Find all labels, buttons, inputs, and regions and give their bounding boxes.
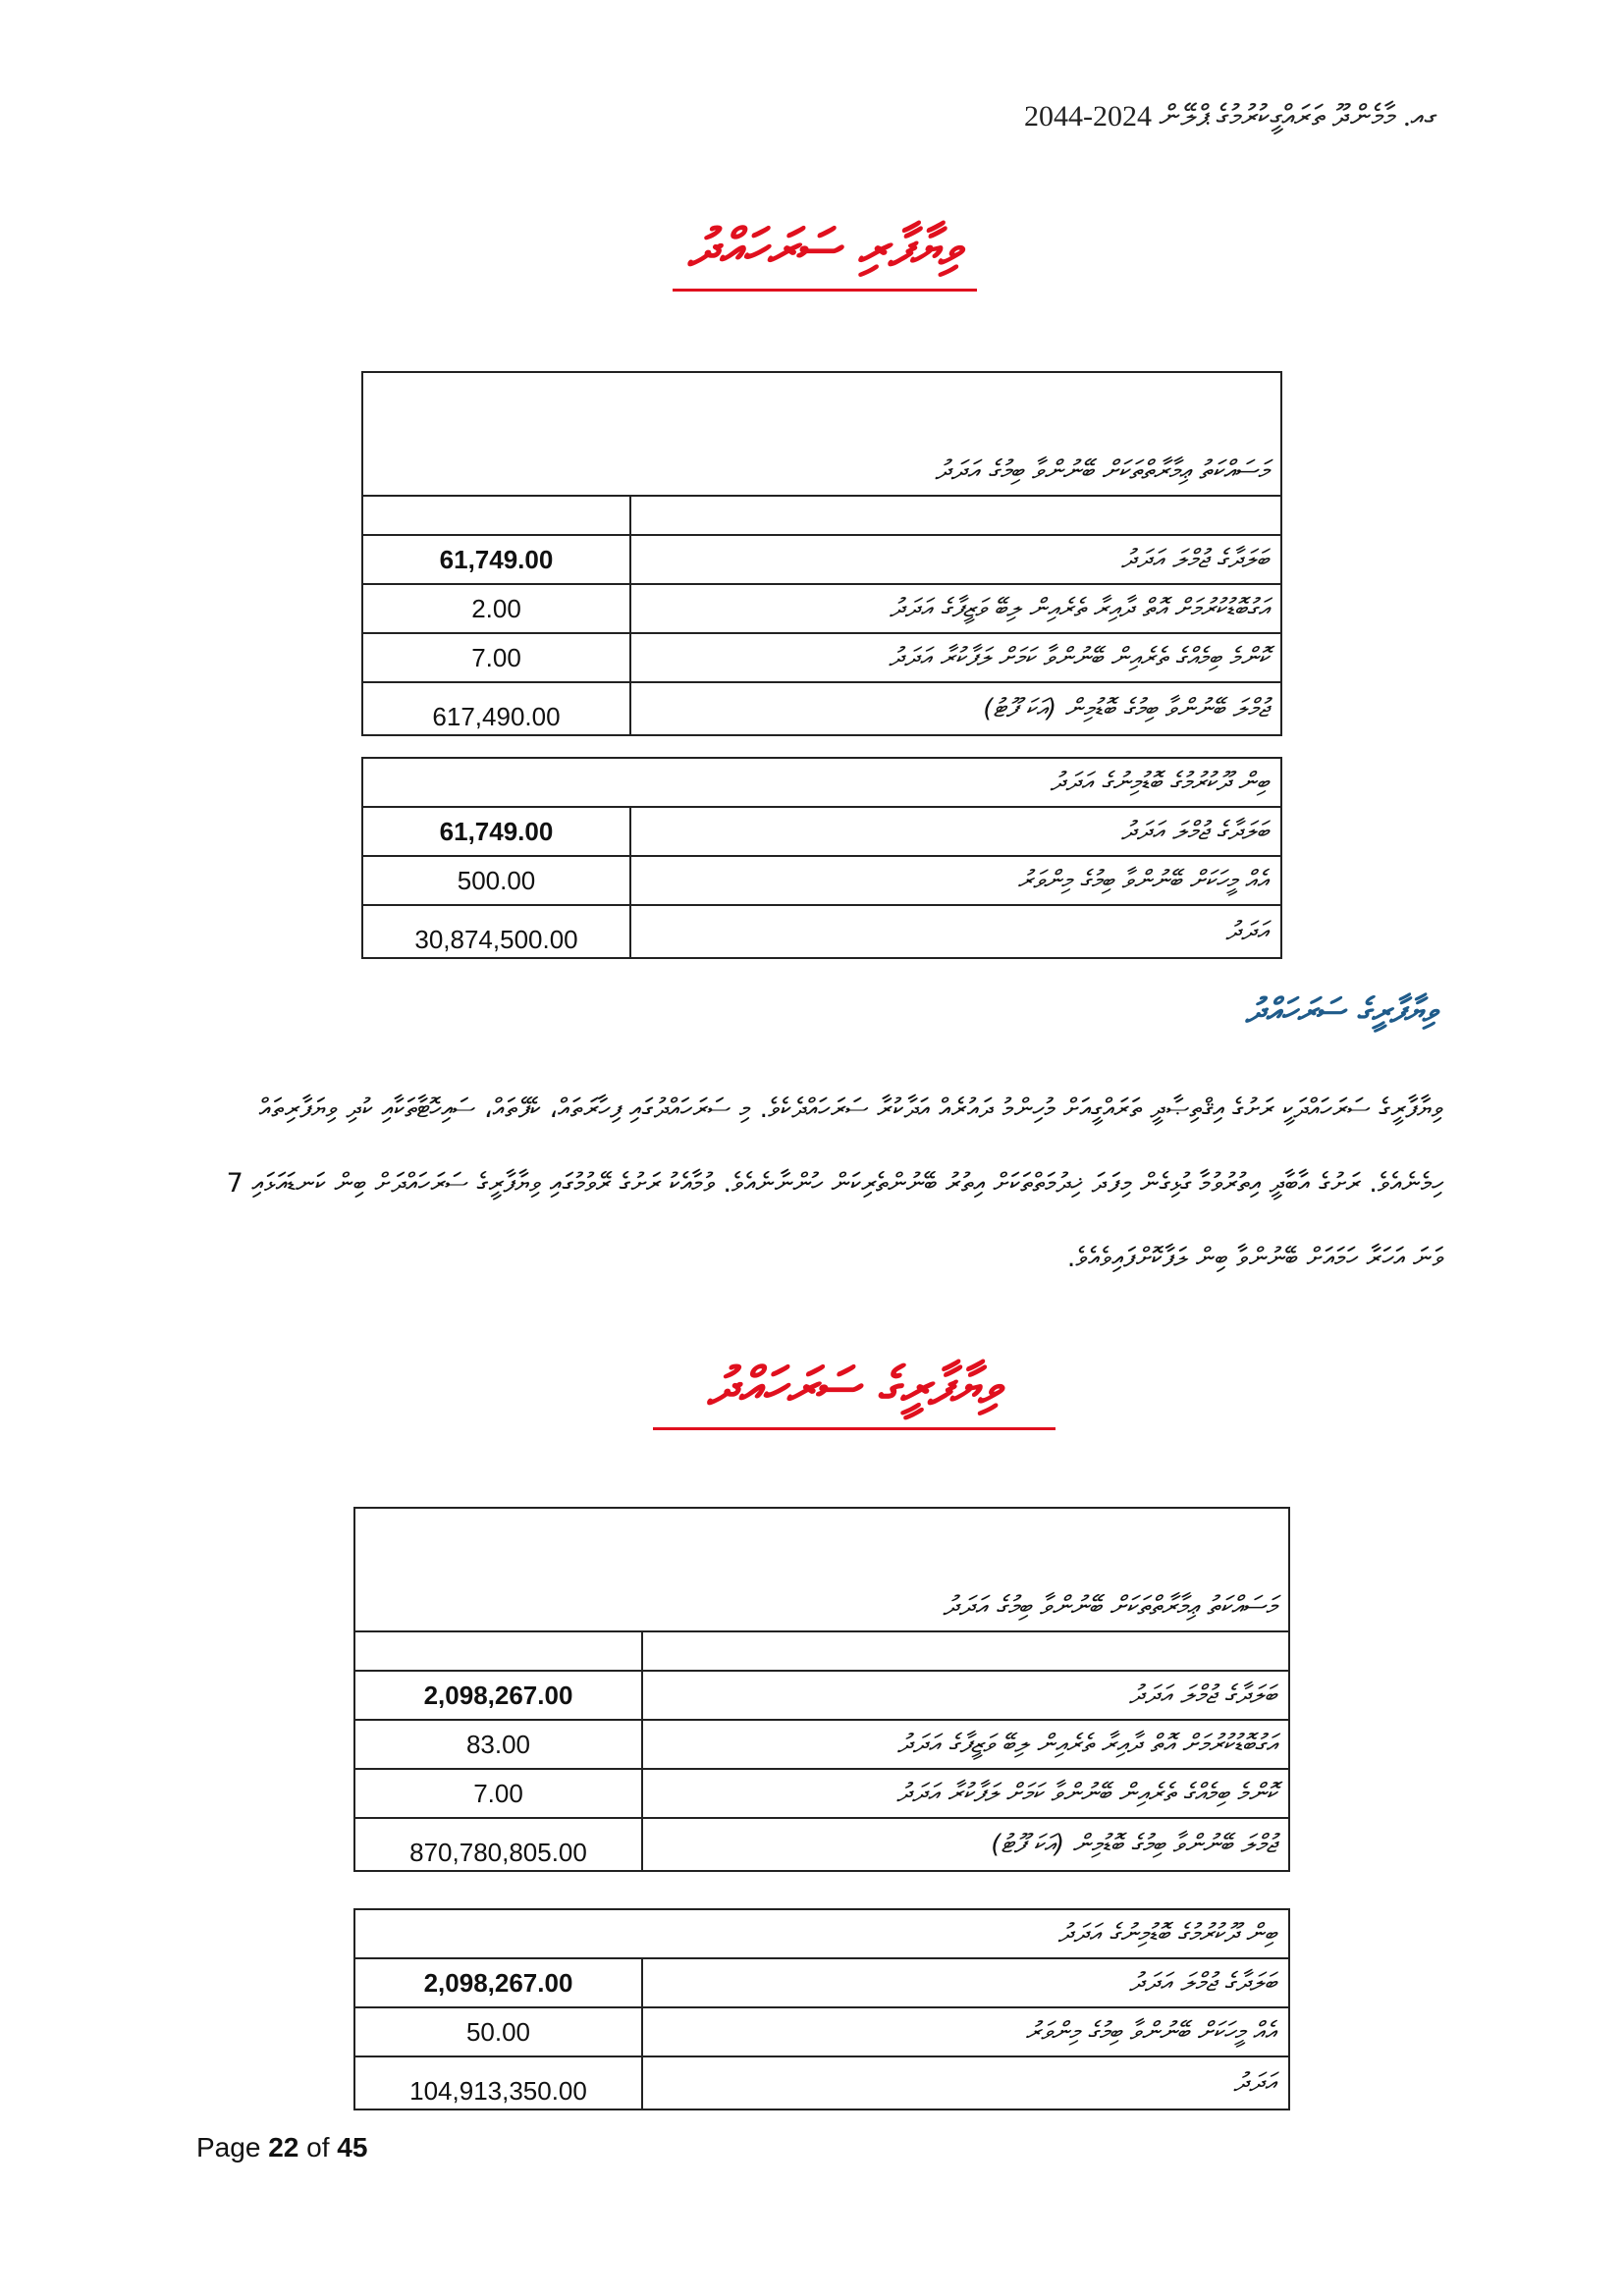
title-underline <box>653 1427 1056 1430</box>
row-label: އަދަދު <box>630 905 1281 958</box>
table-row <box>362 807 1281 856</box>
row-label: ބަލަދާގެ ޖުމްލަ އަދަދު <box>630 535 1281 584</box>
row-label: ބަލަދާގެ ޖުމްލަ އަދަދު <box>642 1958 1289 2007</box>
land-demand-table-2 <box>353 1507 1290 1872</box>
row-value: 870,780,805.00 <box>354 1818 642 1871</box>
row-value: 2,098,267.00 <box>354 1671 642 1720</box>
row-label: އަގުބޮޑުކުރުމަށް އޮތް ދާއިރާ ތެރެއިން ލިބޭ ވަޒީފާގެ އަދަދު <box>630 584 1281 633</box>
table-row <box>362 856 1281 905</box>
row-value: 104,913,350.00 <box>354 2056 642 2109</box>
table-title-row <box>354 1508 1289 1631</box>
table-row <box>354 1720 1289 1769</box>
row-value: 2,098,267.00 <box>354 1958 642 2007</box>
table-blank-row <box>362 496 1281 535</box>
table-title-row <box>362 372 1281 496</box>
row-value: 7.00 <box>354 1769 642 1818</box>
row-value: 30,874,500.00 <box>362 905 630 958</box>
row-value: 61,749.00 <box>362 535 630 584</box>
row-label: ބަލަދާގެ ޖުމްލަ އަދަދު <box>630 807 1281 856</box>
document-header: ގއ. މާމެންދޫ ތަރައްގީކުރުމުގެ ޕްލޭން 2024-2044 <box>1023 100 1437 133</box>
table-row <box>354 1818 1289 1871</box>
row-label: ޖުމްލަ ބޭނުންވާ ބިމުގެ ބޮޑުމިން (އަކަ ފޫޓު) <box>642 1818 1289 1871</box>
land-allocation-table-2 <box>353 1908 1290 2110</box>
row-value: 50.00 <box>354 2007 642 2056</box>
table-row <box>354 1769 1289 1818</box>
table-row <box>354 2056 1289 2109</box>
row-value: 61,749.00 <box>362 807 630 856</box>
table-row <box>354 2007 1289 2056</box>
row-label: ކޮންމެ ބިމެއްގެ ތެރެއިން ބޭނުންވާ ކަމަށް ލަފާކުރާ އަދަދު <box>630 633 1281 682</box>
row-value: 617,490.00 <box>362 682 630 735</box>
table-title-row <box>354 1909 1289 1958</box>
footer-page-word: Page <box>196 2132 261 2163</box>
footer-total-pages: 45 <box>337 2132 368 2163</box>
table-title: ބިން ދޫކުރުމުގެ ބޮޑުމިނުގެ އަދަދު <box>354 1909 1289 1958</box>
footer-current-page: 22 <box>268 2132 299 2163</box>
section-title-commercial-zone <box>550 1357 1159 1430</box>
section-title-commercial <box>569 218 1080 292</box>
table-row <box>362 682 1281 735</box>
row-label: އެއް މީހަކަށް ބޭނުންވާ ބިމުގެ މިންވަރު <box>642 2007 1289 2056</box>
table-title: ބިން ދޫކުރުމުގެ ބޮޑުމިނުގެ އަދަދު <box>362 758 1281 807</box>
row-label: އަގުބޮޑުކުރުމަށް އޮތް ދާއިރާ ތެރެއިން ލިބޭ ވަޒީފާގެ އަދަދު <box>642 1720 1289 1769</box>
row-value: 500.00 <box>362 856 630 905</box>
land-demand-table-1 <box>361 371 1282 736</box>
title-underline <box>673 289 977 292</box>
land-allocation-table-1 <box>361 757 1282 959</box>
row-value: 2.00 <box>362 584 630 633</box>
row-label: އަދަދު <box>642 2056 1289 2109</box>
row-value: 7.00 <box>362 633 630 682</box>
table-title-row <box>362 758 1281 807</box>
table-title: މަސައްކަތު ޢިމާރާތްތަކަށް ބޭނުންވާ ބިމުގެ އަދަދު <box>354 1508 1289 1631</box>
row-label: އެއް މީހަކަށް ބޭނުންވާ ބިމުގެ މިންވަރު <box>630 856 1281 905</box>
table-row <box>354 1958 1289 2007</box>
table-row <box>362 535 1281 584</box>
body-paragraph: ވިޔާފާރީގެ ސަރަހައްދަކީ ރަށުގެ އިޤްތިޞާދީ ތަރައްގީއަށް މުހިންމު ދައުރެއް އަދާކުރާ ސަރަހައްދެކެވެ. މި ސަރަހައްދުގައި ފިހާރަތައް، ކެފޭތައް، ސައިހޮޓާތަކާއި ކުދި ވިޔަފާރިތައް ހިމެނެއެވެ. ރަށުގެ އާބާދީ އިތުރުވުމާ ގުޅިގެން މިފަދަ ޚިދުމަތްތަކަށް އިތުރު ބޭނުންތެރިކަން ހުންނާނެއެވެ. ވުމާއެކު ރަށުގެ ރޭވުމުގައި ވިޔާފާރީގެ ސަރަހައްދަށް ބިން ކަނޑައަޅައި 7 ވަނަ އަހަރާ ހަމައަށް ބޭނުންވާ ބިން ލަފާކޮށްފައިވެއެވެ. <box>226 1094 1443 1273</box>
subsection-title: ވިޔާފާރީގެ ސަރަހައްދު <box>1245 991 1437 1031</box>
row-label: ކޮންމެ ބިމެއްގެ ތެރެއިން ބޭނުންވާ ކަމަށް ލަފާކުރާ އަދަދު <box>642 1769 1289 1818</box>
table-row <box>362 584 1281 633</box>
section-title-text: ވިޔާފާރި ސަރަހައްދު <box>687 219 962 278</box>
section-title-text: ވިޔާފާރީގެ ސަރަހައްދު <box>707 1358 1001 1416</box>
row-label: ބަލަދާގެ ޖުމްލަ އަދަދު <box>642 1671 1289 1720</box>
table-row <box>362 633 1281 682</box>
table-title: މަސައްކަތު ޢިމާރާތްތަކަށް ބޭނުންވާ ބިމުގެ އަދަދު <box>362 372 1281 496</box>
row-value: 83.00 <box>354 1720 642 1769</box>
footer-of-word: of <box>306 2132 330 2163</box>
table-row <box>362 905 1281 958</box>
table-blank-row <box>354 1631 1289 1671</box>
row-label: ޖުމްލަ ބޭނުންވާ ބިމުގެ ބޮޑުމިން (އަކަ ފޫޓު) <box>630 682 1281 735</box>
table-row <box>354 1671 1289 1720</box>
page-footer <box>196 2132 367 2163</box>
